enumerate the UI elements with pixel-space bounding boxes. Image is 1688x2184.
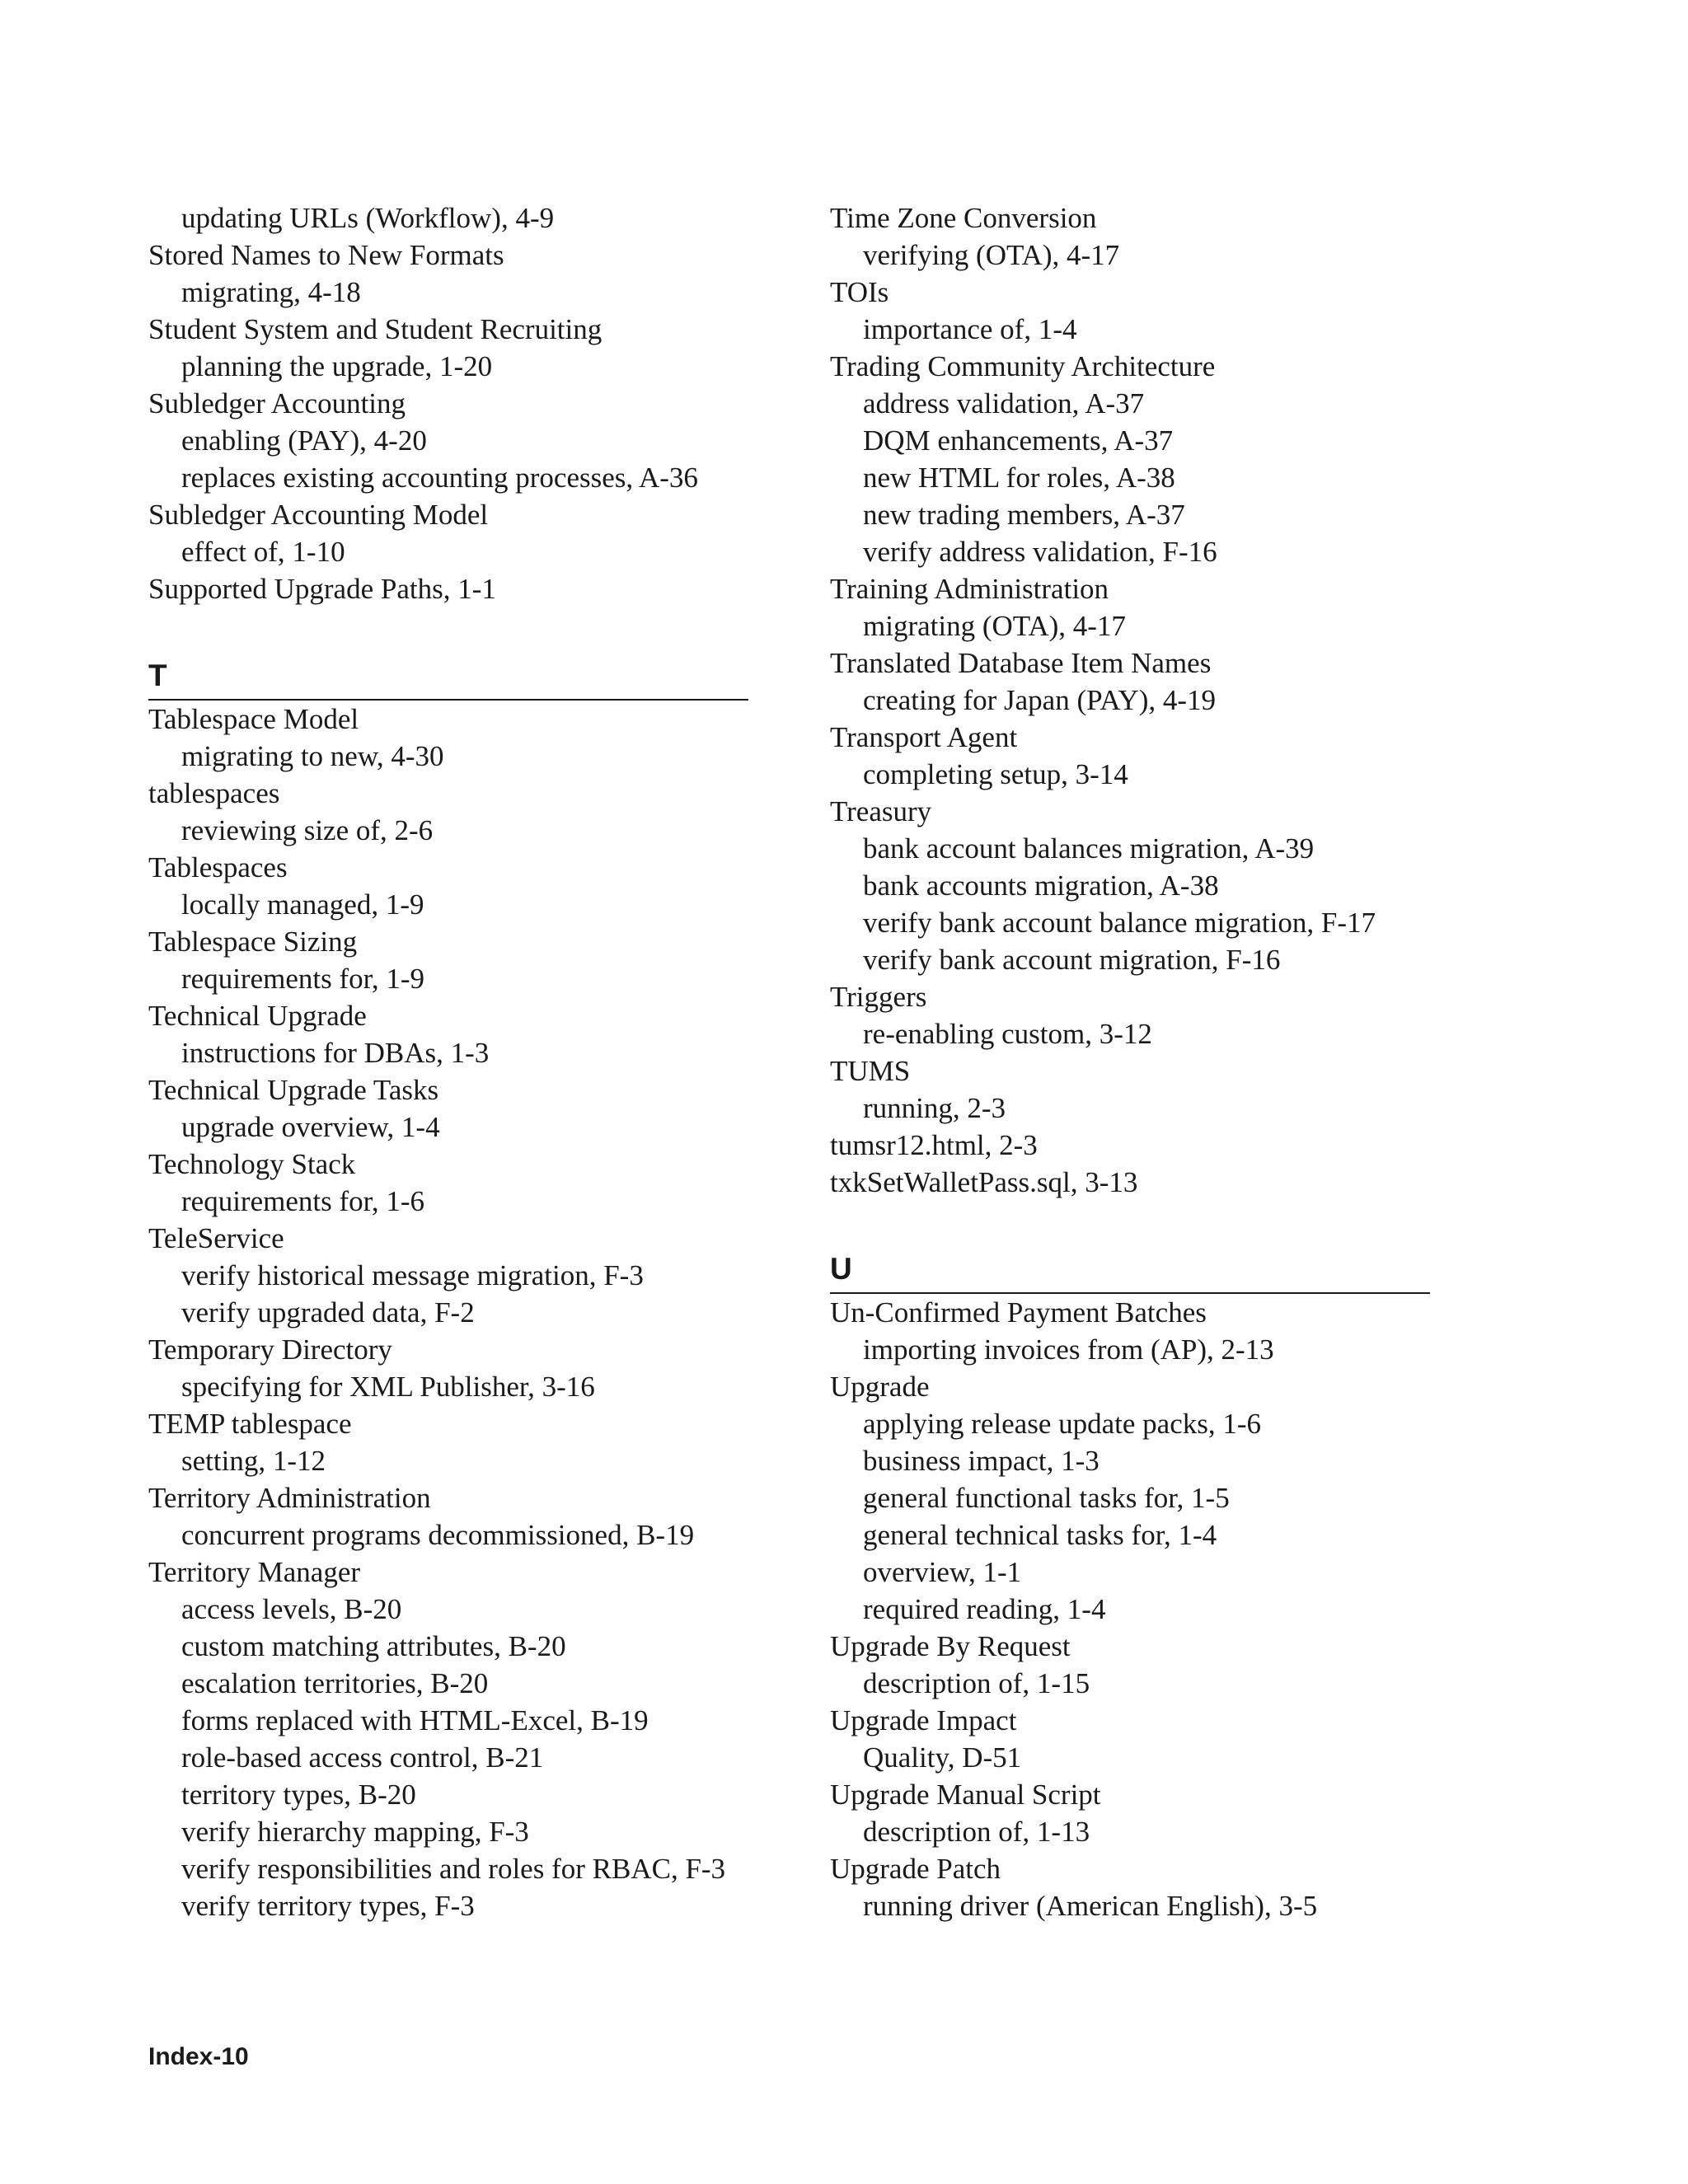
- index-entry: Time Zone Conversion: [830, 202, 1097, 234]
- index-subentry: concurrent programs decommissioned, B-19: [181, 1519, 695, 1551]
- index-subentry: verify responsibilities and roles for RBAC, F-3: [181, 1853, 726, 1885]
- index-subentry: required reading, 1-4: [863, 1593, 1106, 1625]
- index-subentry: enabling (PAY), 4-20: [181, 424, 427, 457]
- index-subentry: migrating to new, 4-30: [181, 740, 444, 772]
- index-entry: Technical Upgrade Tasks: [148, 1074, 439, 1106]
- index-entry: Technical Upgrade: [148, 1000, 367, 1032]
- index-entry: TOIs: [830, 276, 889, 308]
- index-subentry: DQM enhancements, A-37: [863, 424, 1174, 457]
- index-entry: Territory Manager: [148, 1556, 361, 1588]
- index-entry: Translated Database Item Names: [830, 647, 1212, 679]
- index-entry: txkSetWalletPass.sql, 3-13: [830, 1166, 1138, 1198]
- index-subentry: importance of, 1-4: [863, 313, 1077, 345]
- index-entry: Technology Stack: [148, 1148, 356, 1180]
- index-subentry: new trading members, A-37: [863, 499, 1185, 531]
- index-entry: Tablespace Model: [148, 703, 359, 735]
- index-subentry: description of, 1-13: [863, 1816, 1090, 1848]
- index-subentry: requirements for, 1-9: [181, 963, 425, 995]
- index-subentry: running, 2-3: [863, 1092, 1006, 1124]
- index-subentry: verify bank account balance migration, F-17: [863, 907, 1376, 939]
- index-subentry: forms replaced with HTML-Excel, B-19: [181, 1704, 649, 1736]
- page-number: Index-10: [148, 2043, 249, 2070]
- index-subentry: role-based access control, B-21: [181, 1741, 544, 1774]
- index-entry: Upgrade Manual Script: [830, 1779, 1101, 1811]
- index-entry: Triggers: [830, 981, 927, 1013]
- index-entry: Tablespaces: [148, 851, 288, 883]
- index-subentry: updating URLs (Workflow), 4-9: [181, 202, 555, 234]
- index-subentry: escalation territories, B-20: [181, 1667, 489, 1699]
- index-entry: Stored Names to New Formats: [148, 239, 504, 271]
- index-subentry: custom matching attributes, B-20: [181, 1630, 566, 1662]
- index-entry: Tablespace Sizing: [148, 926, 358, 958]
- index-subentry: migrating, 4-18: [181, 276, 361, 308]
- section-divider: [830, 1292, 1430, 1294]
- index-entry: TEMP tablespace: [148, 1408, 352, 1440]
- index-subentry: effect of, 1-10: [181, 536, 345, 568]
- index-subentry: upgrade overview, 1-4: [181, 1111, 440, 1143]
- index-subentry: verify historical message migration, F-3: [181, 1259, 644, 1291]
- index-subentry: planning the upgrade, 1-20: [181, 350, 493, 382]
- index-subentry: business impact, 1-3: [863, 1445, 1100, 1477]
- index-subentry: bank accounts migration, A-38: [863, 869, 1219, 902]
- index-subentry: replaces existing accounting processes, A-36: [181, 462, 698, 494]
- index-subentry: verify bank account migration, F-16: [863, 944, 1281, 976]
- index-subentry: overview, 1-1: [863, 1556, 1022, 1588]
- index-entry: Temporary Directory: [148, 1333, 392, 1366]
- index-entry: TUMS: [830, 1055, 911, 1087]
- index-entry: Upgrade Patch: [830, 1853, 1001, 1885]
- index-subentry: creating for Japan (PAY), 4-19: [863, 684, 1217, 716]
- index-subentry: verifying (OTA), 4-17: [863, 239, 1120, 271]
- index-entry: Transport Agent: [830, 721, 1018, 753]
- section-divider: [148, 699, 748, 701]
- index-subentry: locally managed, 1-9: [181, 888, 424, 921]
- index-subentry: running driver (American English), 3-5: [863, 1890, 1318, 1922]
- index-subentry: specifying for XML Publisher, 3-16: [181, 1371, 595, 1403]
- index-subentry: Quality, D-51: [863, 1741, 1022, 1774]
- index-subentry: verify address validation, F-16: [863, 536, 1217, 568]
- index-entry: Subledger Accounting: [148, 387, 406, 419]
- index-subentry: reviewing size of, 2-6: [181, 814, 434, 846]
- index-subentry: verify upgraded data, F-2: [181, 1296, 475, 1329]
- index-entry: TeleService: [148, 1222, 284, 1254]
- index-subentry: setting, 1-12: [181, 1445, 326, 1477]
- index-subentry: migrating (OTA), 4-17: [863, 610, 1126, 642]
- index-entry: tumsr12.html, 2-3: [830, 1129, 1038, 1161]
- index-entry: tablespaces: [148, 777, 280, 809]
- index-column-right: [830, 199, 1432, 1924]
- index-subentry: general technical tasks for, 1-4: [863, 1519, 1217, 1551]
- index-subentry: bank account balances migration, A-39: [863, 832, 1315, 865]
- index-entry: Trading Community Architecture: [830, 350, 1216, 382]
- section-letter: U: [830, 1252, 852, 1286]
- index-subentry: general functional tasks for, 1-5: [863, 1482, 1230, 1514]
- index-subentry: description of, 1-15: [863, 1667, 1090, 1699]
- index-entry: Territory Administration: [148, 1482, 431, 1514]
- index-subentry: importing invoices from (AP), 2-13: [863, 1333, 1274, 1366]
- index-subentry: completing setup, 3-14: [863, 758, 1128, 790]
- index-subentry: access levels, B-20: [181, 1593, 402, 1625]
- index-subentry: instructions for DBAs, 1-3: [181, 1037, 490, 1069]
- index-entry: Upgrade By Request: [830, 1630, 1071, 1662]
- index-entry: Upgrade: [830, 1371, 930, 1403]
- index-entry: Student System and Student Recruiting: [148, 313, 603, 345]
- index-column-left: [148, 199, 750, 1924]
- index-entry: Subledger Accounting Model: [148, 499, 489, 531]
- index-section-header: [830, 1201, 1432, 1294]
- index-subentry: requirements for, 1-6: [181, 1185, 425, 1217]
- index-entry: Un-Confirmed Payment Batches: [830, 1296, 1207, 1329]
- index-subentry: territory types, B-20: [181, 1779, 416, 1811]
- index-subentry: new HTML for roles, A-38: [863, 462, 1175, 494]
- index-subentry: verify territory types, F-3: [181, 1890, 475, 1922]
- index-subentry: re-enabling custom, 3-12: [863, 1018, 1152, 1050]
- index-subentry: verify hierarchy mapping, F-3: [181, 1816, 529, 1848]
- index-entry: Supported Upgrade Paths, 1-1: [148, 573, 496, 605]
- index-subentry: address validation, A-37: [863, 387, 1145, 419]
- section-letter: T: [148, 658, 167, 692]
- index-section-header: [148, 607, 750, 701]
- index-entry: Upgrade Impact: [830, 1704, 1017, 1736]
- index-entry: Training Administration: [830, 573, 1109, 605]
- index-entry: Treasury: [830, 795, 932, 827]
- index-subentry: applying release update packs, 1-6: [863, 1408, 1262, 1440]
